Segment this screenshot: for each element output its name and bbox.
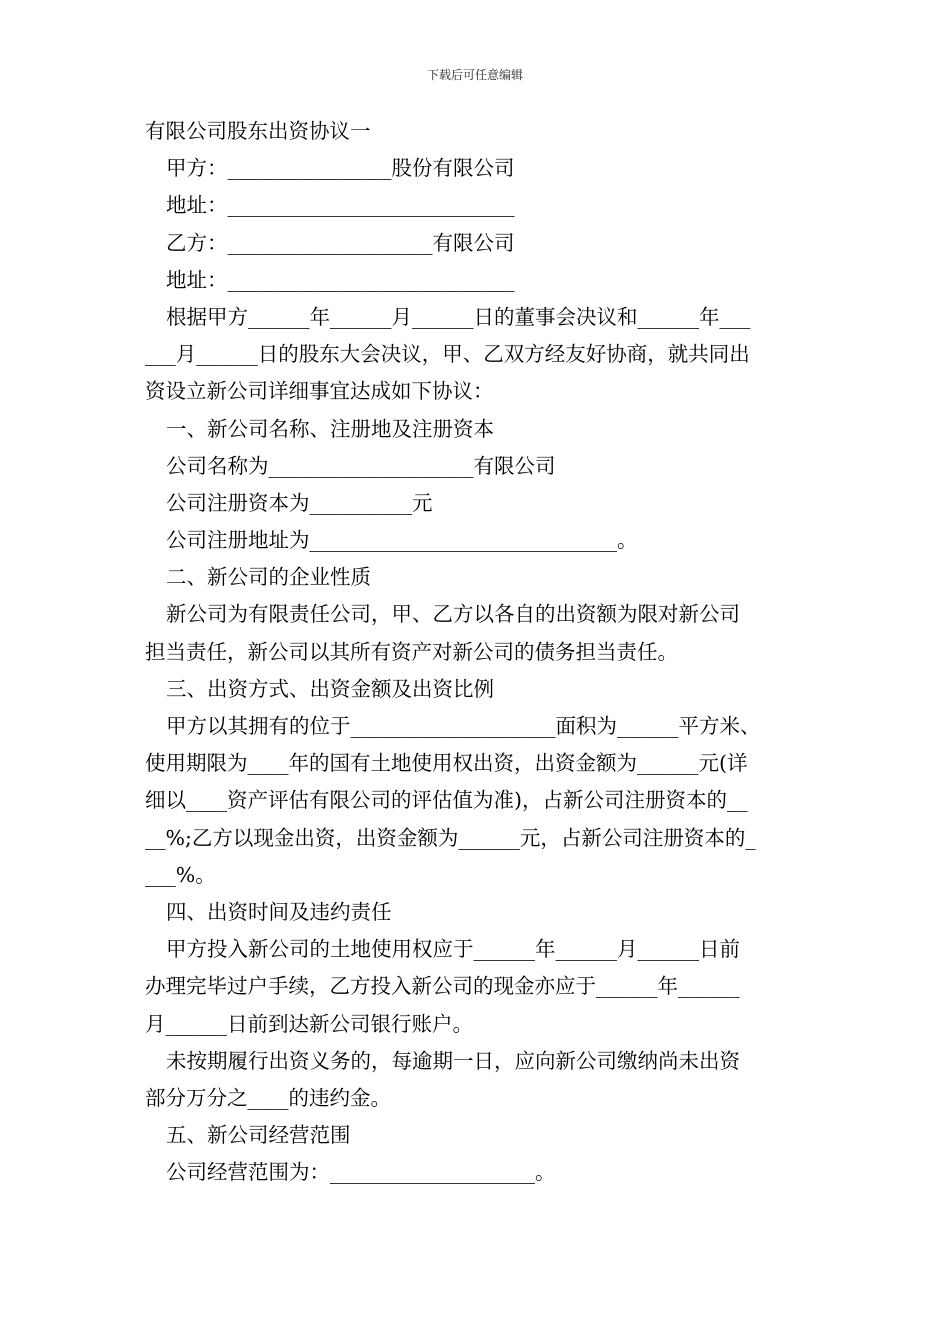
section-heading: 三、出资方式、出资金额及出资比例 (166, 676, 494, 701)
paragraph-line: ___%。 (145, 862, 216, 887)
document-body (145, 113, 809, 1191)
document-title: 有限公司股东出资协议一 (145, 119, 371, 143)
party-b-line: 乙方：____________________有限公司 (166, 230, 515, 255)
paragraph-line: 公司注册地址为______________________________。 (166, 528, 638, 553)
paragraph-line: 公司注册资本为__________元 (166, 490, 433, 515)
page-header-note: 下载后可任意编辑 (426, 68, 523, 82)
paragraph-line: 部分万分之____的违约金。 (145, 1085, 391, 1110)
paragraph-line: 公司名称为____________________有限公司 (166, 453, 556, 478)
paragraph-line: 未按期履行出资义务的，每逾期一日，应向新公司缴纳尚未出资 (166, 1048, 740, 1073)
paragraph-line: 公司经营范围为：____________________。 (166, 1160, 556, 1185)
party-b-address-line: 地址：____________________________ (166, 267, 515, 292)
party-a-line: 甲方：________________股份有限公司 (166, 156, 515, 181)
paragraph-line: 资设立新公司详细事宜达成如下协议： (145, 379, 494, 404)
section-heading: 一、新公司名称、注册地及注册资本 (166, 416, 494, 441)
paragraph-line: 根据甲方______年______月______日的董事会决议和______年___ (166, 304, 751, 329)
paragraph-line: 甲方投入新公司的土地使用权应于______年______月______日前 (166, 937, 740, 962)
party-a-address-line: 地址：____________________________ (166, 193, 515, 218)
paragraph-line: __%;乙方以现金出资，出资金额为______元，占新公司注册资本的_ (145, 825, 756, 850)
paragraph-line: 使用期限为____年的国有土地使用权出资，出资金额为______元(详 (145, 751, 748, 776)
paragraph-line: 细以____资产评估有限公司的评估值为准)，占新公司注册资本的__ (145, 788, 748, 813)
paragraph-line: ___月______日的股东大会决议，甲、乙双方经友好协商，就共同出 (145, 342, 750, 367)
section-heading: 二、新公司的企业性质 (166, 565, 371, 590)
paragraph-line: 月______日前到达新公司银行账户。 (145, 1011, 473, 1036)
paragraph-line: 甲方以其拥有的位于____________________面积为______平方米、 (166, 714, 761, 738)
paragraph-line: 担当责任，新公司以其所有资产对新公司的债务担当责任。 (145, 639, 678, 664)
paragraph-line: 办理完毕过户手续，乙方投入新公司的现金亦应于______年______ (145, 974, 740, 999)
paragraph-line: 新公司为有限责任公司，甲、乙方以各自的出资额为限对新公司 (166, 602, 740, 627)
section-heading: 四、出资时间及违约责任 (166, 899, 392, 924)
section-heading: 五、新公司经营范围 (166, 1123, 351, 1148)
